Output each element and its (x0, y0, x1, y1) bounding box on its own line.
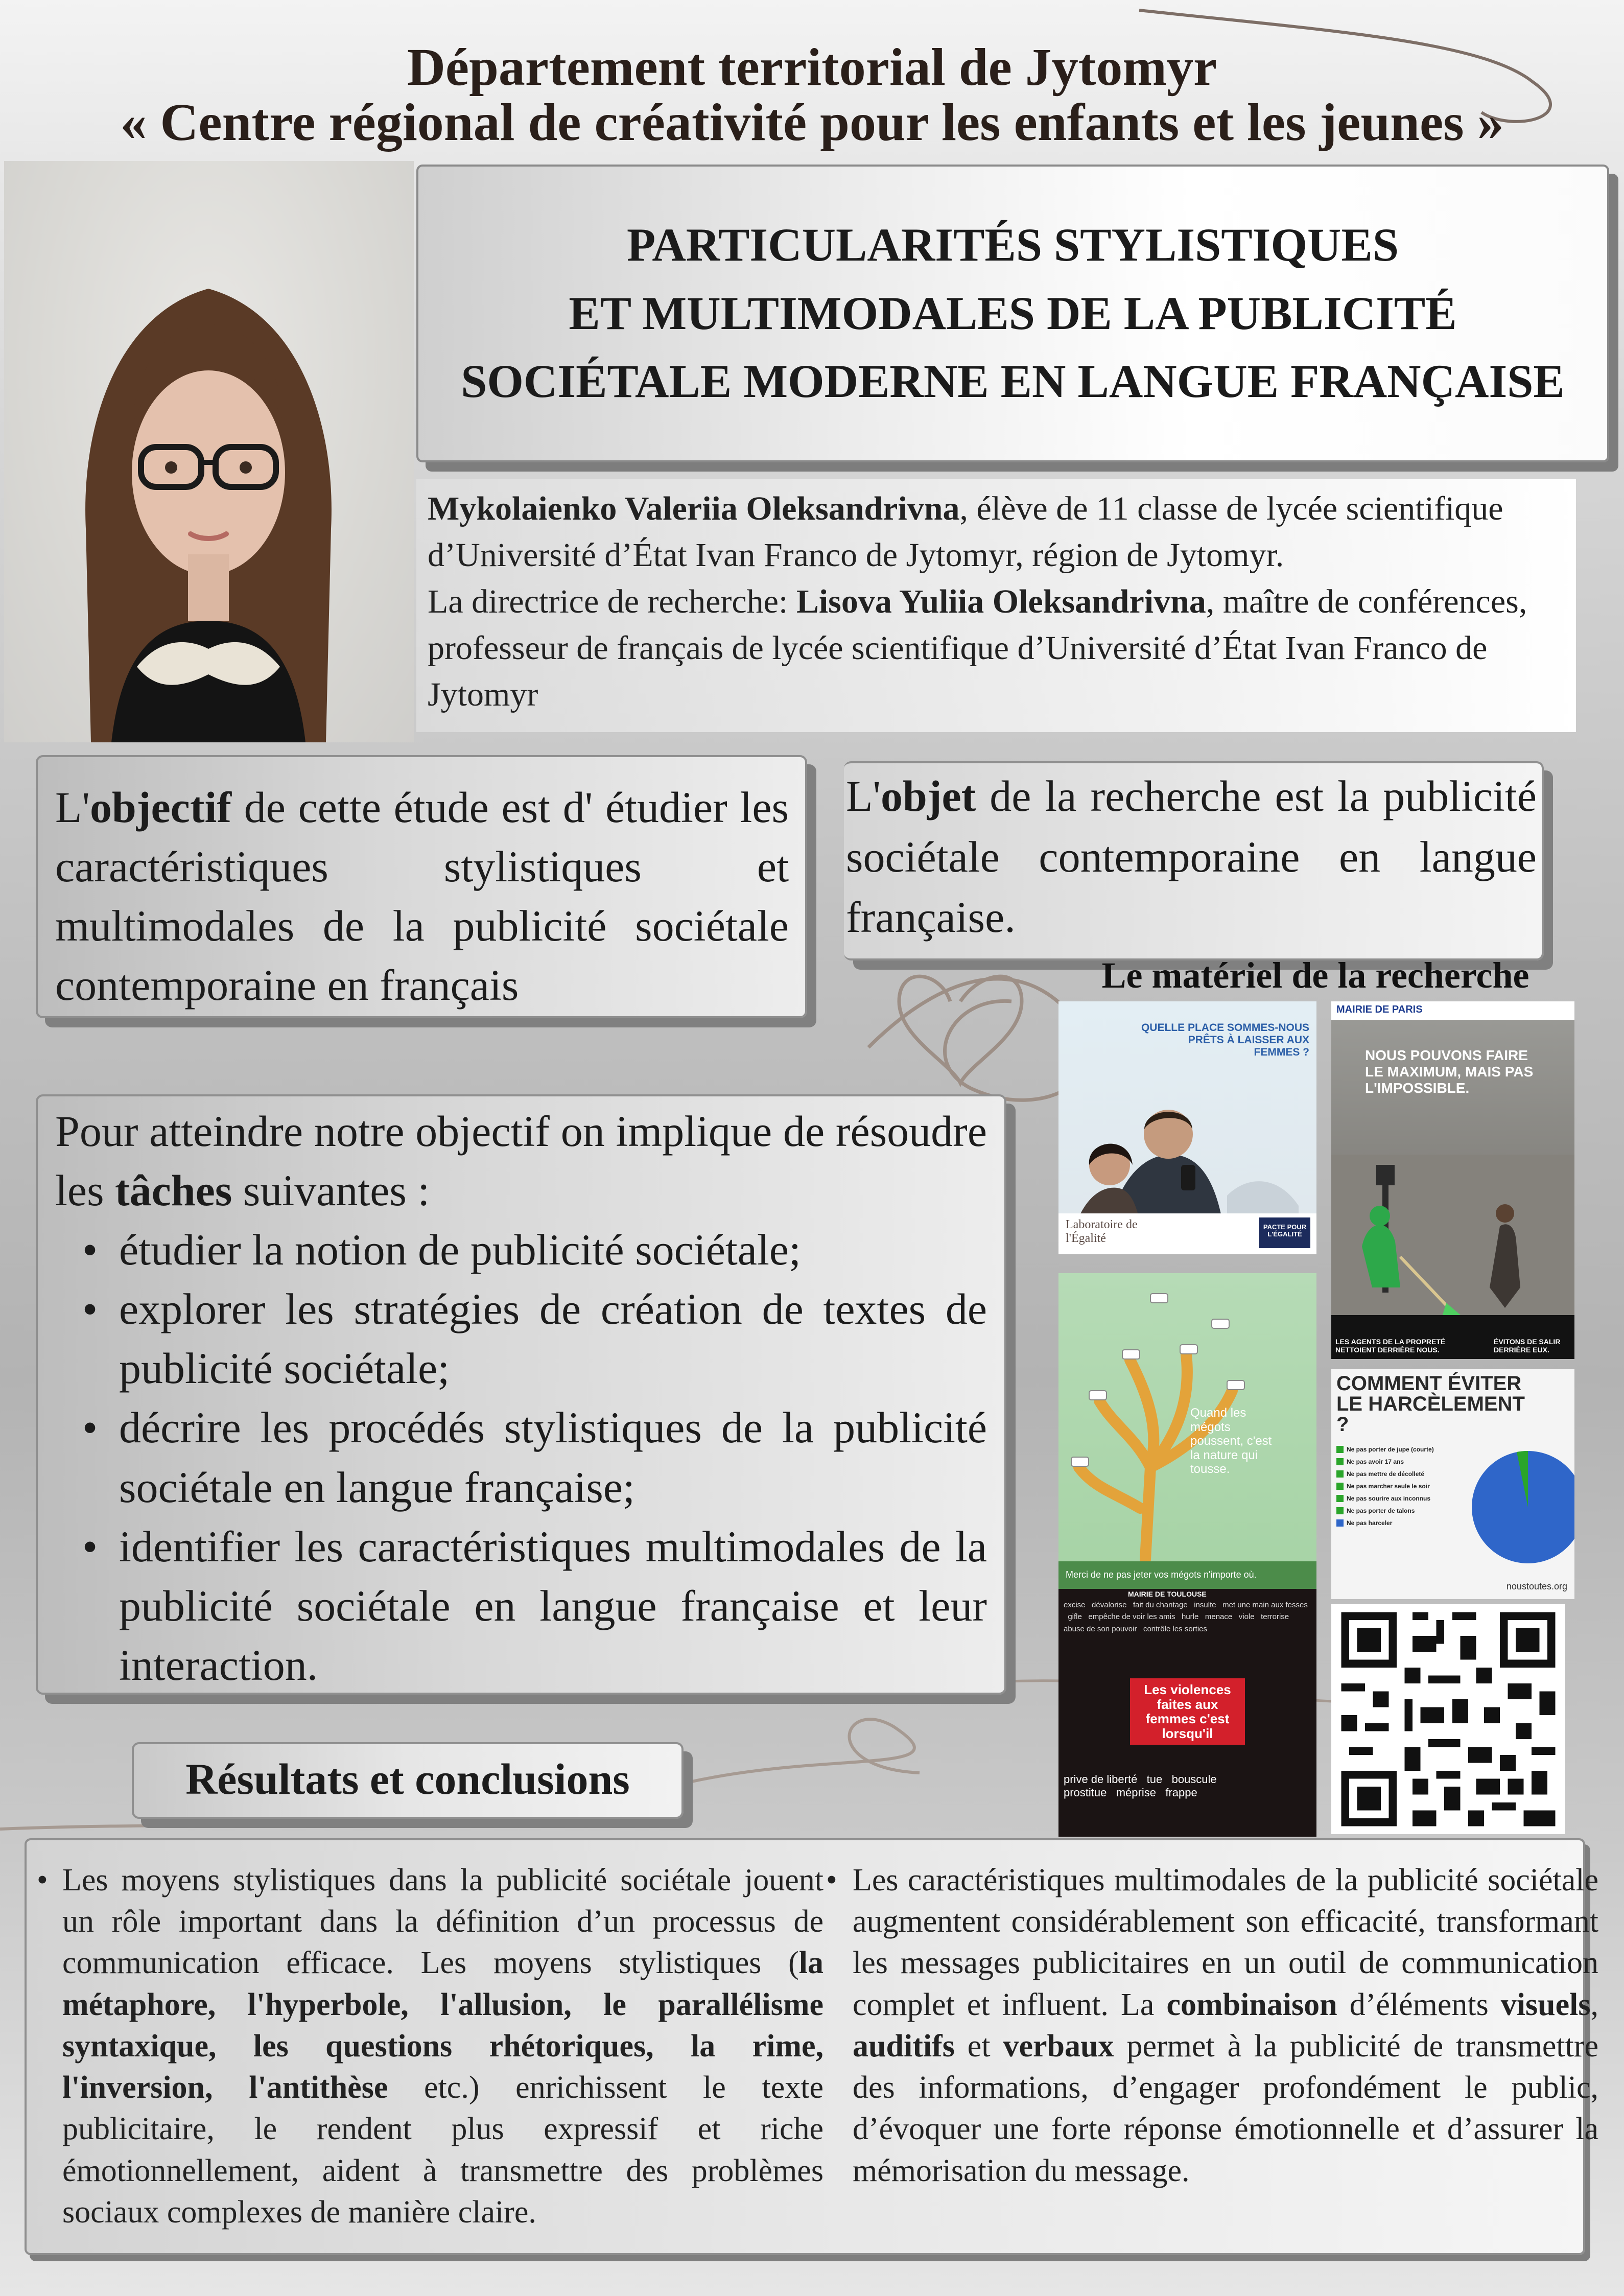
objet-prefix: L' (846, 771, 881, 821)
objectif-text: de cette étude est d' étudier les caractéristiques stylistiques et multimodales de la publicité sociétale contemporaine en français (55, 783, 789, 1010)
legend-item: Ne pas harceler (1336, 1519, 1444, 1527)
bullet-icon: • (37, 1863, 48, 1897)
ad-image-mairie-paris (1331, 1001, 1574, 1359)
results-left-text-a: Les moyens stylistiques dans la publicité sociétale jouent un rôle important dans la définition d’un processus de communication efficace. Les moyens stylistiques ( (62, 1863, 823, 1981)
author-photo (4, 161, 414, 742)
ad4-title: COMMENT ÉVITER LE HARCÈLEMENT ? (1336, 1372, 1525, 1436)
list-item: • décrire les procédés stylistiques de la publicité sociétale en langue française; (119, 1398, 987, 1516)
objet-keyword: objet (881, 771, 976, 821)
ad2-foot-right: ÉVITONS DE SALIR DERRIÈRE EUX. (1494, 1337, 1561, 1354)
title-line-1: PARTICULARITÉS STYLISTIQUES (627, 219, 1399, 271)
ad3-footer: Merci de ne pas jeter vos mégots n'importe où. (1058, 1561, 1316, 1590)
results-right-text-e: et (954, 2028, 1003, 2064)
results-left-text-b: etc.) enrichissent le texte publicitaire, le rendent plus expressif et riche émotionnellement, aident à transmettre des problèmes sociaux complexes de manière claire. (62, 2070, 823, 2230)
author-info (416, 479, 1576, 732)
taches-intro (55, 1102, 987, 1220)
qr-code-icon (1331, 1604, 1565, 1834)
ad5-words: excise dévalorise fait du chantage insulte met une main aux fesses gifle empêche de voir les amis hurle menace viole terrorise abuse de son pouvoir contrôle les sorties (1064, 1601, 1308, 1633)
objectif-keyword: objectif (90, 783, 232, 832)
keyword-auditifs: auditifs (853, 2028, 955, 2064)
results-right-text-c: d’éléments (1337, 1987, 1501, 2022)
legend-item: Ne pas sourire aux inconnus (1336, 1495, 1444, 1502)
ad4-source: noustoutes.org (1506, 1581, 1567, 1591)
legend-item: Ne pas mettre de décolleté (1336, 1470, 1444, 1478)
legend-item: Ne pas marcher seule le soir (1336, 1483, 1444, 1490)
list-item: • identifier les caractéristiques multimodales de la publicité sociétale en langue française et leur interaction. (119, 1517, 987, 1695)
ad-image-megots (1058, 1273, 1316, 1590)
header (0, 38, 1624, 152)
list-item: • explorer les stratégies de création de textes de publicité sociétale; (119, 1279, 987, 1398)
ad-image-egalite (1058, 1001, 1316, 1254)
list-item: • étudier la notion de publicité sociétale; (119, 1220, 987, 1279)
ad5-words-bottom: prive de liberté tue bouscule prostitue méprise frappe (1064, 1773, 1217, 1799)
header-line-1: Département territorial de Jytomyr (407, 38, 1217, 97)
taches-keyword: tâches (115, 1166, 232, 1215)
ad1-headline: QUELLE PLACE SOMMES-NOUS PRÊTS À LAISSER AUX FEMMES ? (1141, 1022, 1309, 1059)
results-right-text-d: , (1590, 1987, 1598, 2022)
ad-image-violences (1058, 1589, 1316, 1837)
poster-title (416, 165, 1609, 462)
title-line-2: ET MULTIMODALES DE LA PUBLICITÉ (569, 287, 1457, 339)
keyword-combinaison: combinaison (1166, 1987, 1337, 2022)
taches-list (55, 1220, 987, 1695)
ad2-top: MAIRIE DE PARIS (1331, 1001, 1574, 1020)
header-line-2: « Centre régional de créativité pour les enfants et les jeunes » (120, 93, 1504, 152)
materiel-title: Le matériel de la recherche (1101, 955, 1529, 996)
stylistic-devices: la métaphore, l'hyperbole, l'allusion, le parallélisme syntaxique, les questions rhétoriques, la rime, l'inversion, l'antithèse (62, 1946, 823, 2105)
ad1-badge: PACTE POUR L'ÉGALITÉ (1259, 1217, 1310, 1248)
ad3-caption: Quand les mégots poussent, c'est la nature qui tousse. (1190, 1406, 1272, 1477)
legend-item: Ne pas avoir 17 ans (1336, 1458, 1444, 1465)
title-line-3: SOCIÉTALE MODERNE EN LANGUE FRANÇAISE (461, 355, 1565, 408)
objet-text: de la recherche est la publicité sociétale contemporaine en langue française. (846, 771, 1537, 942)
keyword-visuels: visuels (1500, 1987, 1591, 2022)
objectif-card (36, 755, 807, 1018)
results-box (25, 1838, 1599, 2255)
director-name: Lisova Yuliia Oleksandrivna (796, 583, 1206, 621)
director-label: La directrice de recherche: (428, 583, 796, 621)
portrait-illustration (4, 161, 414, 742)
director-description: , maître de conférences, professeur de français de lycée scientifique d’Université d’État Ivan Franco de Jytomyr (428, 583, 1527, 714)
objet-card (844, 761, 1544, 960)
taches-intro-text: Pour atteindre notre objectif on implique de résoudre les (55, 1107, 987, 1215)
author-name: Mykolaienko Valeriia Oleksandrivna (428, 490, 960, 527)
bullet-icon: • (826, 1863, 837, 1897)
ad-image-harcelement (1331, 1369, 1574, 1599)
ad1-footer: Laboratoire de l'Égalité (1066, 1218, 1138, 1245)
taches-card (36, 1094, 1006, 1695)
qr-code[interactable] (1331, 1604, 1565, 1834)
author-description: , élève de 11 classe de lycée scientifique d’Université d’État Ivan Franco de Jytomyr, région de Jytomyr. (428, 490, 1503, 574)
ad2-headline: NOUS POUVONS FAIRE LE MAXIMUM, MAIS PAS L'IMPOSSIBLE. (1365, 1047, 1534, 1096)
ad5-top: MAIRIE DE TOULOUSE (1125, 1589, 1210, 1599)
objectif-prefix: L' (55, 783, 90, 832)
keyword-verbaux: verbaux (1003, 2028, 1114, 2064)
legend-item: Ne pas porter de talons (1336, 1507, 1444, 1514)
results-right (826, 1860, 1598, 2192)
results-right-text-f: permet à la publicité de transmettre des informations, d’engager profondément le public, d’évoquer une forte réponse émotionnelle et d’assurer la mémorisation du message. (853, 2028, 1599, 2188)
results-left (37, 1860, 823, 2233)
ad5-center: Les violences faites aux femmes c'est lorsqu'il (1130, 1678, 1245, 1745)
results-right-text-a: Les caractéristiques multimodales de la publicité sociétale augmentent considérablement son efficacité, transformant les messages publicitaires en un outil de communication complet et influent. La (853, 1863, 1598, 2022)
taches-intro-end: suivantes : (232, 1166, 430, 1215)
ad2-foot-left: LES AGENTS DE LA PROPRETÉ NETTOIENT DERRIÈRE NOUS. (1335, 1337, 1446, 1354)
legend-item: Ne pas porter de jupe (courte) (1336, 1446, 1444, 1453)
resultats-title: Résultats et conclusions (132, 1742, 684, 1819)
